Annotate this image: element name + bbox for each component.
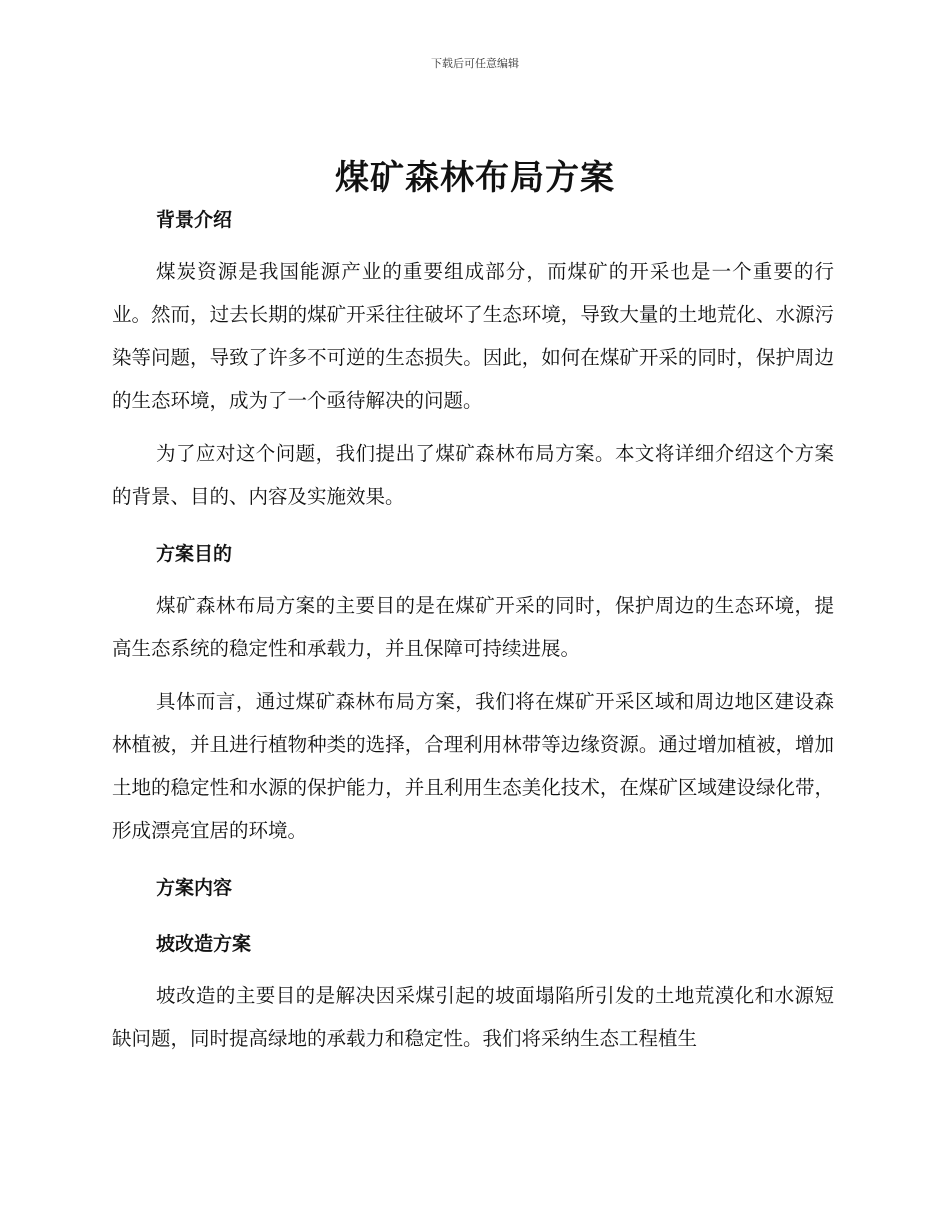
paragraph-background-2: 为了应对这个问题，我们提出了煤矿森林布局方案。本文将详细介绍这个方案的背景、目的、内容及实施效果。	[112, 442, 834, 508]
paragraph-background-1: 煤炭资源是我国能源产业的重要组成部分，而煤矿的开采也是一个重要的行业。然而，过去长期的煤矿开采往往破坏了生态环境，导致大量的土地荒化、水源污染等问题，导致了许多不可逆的生态损失。因此，如何在煤矿开采的同时，保护周边的生态环境，成为了一个亟待解决的问题。	[112, 260, 834, 412]
section-heading-slope: 坡改造方案	[156, 933, 252, 955]
document-body	[112, 200, 834, 1060]
section-heading-content: 方案内容	[156, 877, 233, 899]
paragraph-purpose-1: 煤矿森林布局方案的主要目的是在煤矿开采的同时，保护周边的生态环境，提高生态系统的稳定性和承载力，并且保障可持续进展。	[112, 594, 834, 660]
section-heading-background: 背景介绍	[156, 209, 233, 231]
header-note: 下载后可任意编辑	[431, 57, 519, 70]
paragraph-slope-1: 坡改造的主要目的是解决因采煤引起的坡面塌陷所引发的土地荒漠化和水源短缺问题，同时提高绿地的承载力和稳定性。我们将采纳生态工程植生	[112, 984, 834, 1050]
paragraph-purpose-2: 具体而言，通过煤矿森林布局方案，我们将在煤矿开采区域和周边地区建设森林植被，并且进行植物种类的选择，合理利用林带等边缘资源。通过增加植被，增加土地的稳定性和水源的保护能力，并且利用生态美化技术，在煤矿区域建设绿化带，形成漂亮宜居的环境。	[112, 690, 834, 842]
section-heading-purpose: 方案目的	[156, 543, 233, 565]
document-title: 煤矿森林布局方案	[335, 158, 615, 198]
